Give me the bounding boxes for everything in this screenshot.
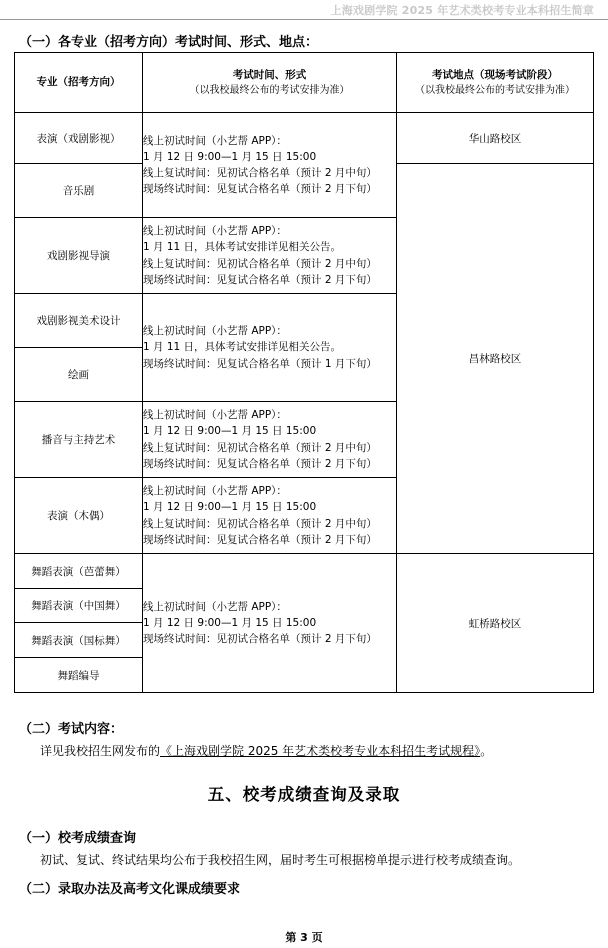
major-cell: 舞蹈表演（国标舞） [15,623,143,658]
table-row [15,554,594,589]
time-cell [143,478,397,554]
col-header-time [143,53,397,113]
time-cell [143,554,397,693]
time-cell [143,218,397,294]
exam-rules-link[interactable]: 《上海戏剧学院 2025 年艺术类校考专业本科招生考试规程》 [160,744,481,758]
time-line: 1 月 12 日 9:00—1 月 15 日 15:00 [143,616,317,629]
section5-2-title: （二）录取办法及高考文化课成绩要求 [19,882,241,897]
major-cell: 舞蹈编导 [15,658,143,693]
section5-1-text: 初试、复试、终试结果均公布于我校招生网，届时考生可根据榜单提示进行校考成绩查询。 [40,853,521,867]
major-cell: 表演（戏剧影视） [15,113,143,164]
time-line: 线上复试时间：见初试合格名单（预计 2 月中旬） [143,257,377,270]
time-line: 线上初试时间（小艺帮 APP）： [143,485,287,498]
time-line: 线上初试时间（小艺帮 APP）： [143,134,287,147]
place-cell: 虹桥路校区 [397,554,594,693]
col-header-place-label: 考试地点（现场考试阶段） [432,68,558,81]
major-cell: 舞蹈表演（中国舞） [15,589,143,623]
col-header-place-note: （以我校最终公布的考试安排为准） [415,84,575,96]
major-cell: 戏剧影视美术设计 [15,294,143,348]
major-cell: 舞蹈表演（芭蕾舞） [15,554,143,589]
document-header: 上海戏剧学院 2025 年艺术类校考专业本科招生简章 [330,4,594,17]
time-cell [143,402,397,478]
time-line: 现场终试时间：见复试合格名单（预计 2 月下旬） [143,273,377,286]
place-cell: 昌林路校区 [397,164,594,554]
time-line: 1 月 11 日，具体考试安排详见相关公告。 [143,241,342,254]
col-header-place [397,53,594,113]
major-cell: 音乐剧 [15,164,143,218]
major-cell: 播音与主持艺术 [15,402,143,478]
chapter5-title: 五、校考成绩查询及录取 [207,785,401,804]
time-line: 线上复试时间：见初试合格名单（预计 2 月中旬） [143,517,377,530]
major-cell: 绘画 [15,348,143,402]
section2-text-before: 详见我校招生网发布的 [40,744,161,758]
col-header-major: 专业（招考方向） [15,53,143,113]
section2-title: （二）考试内容： [19,722,124,737]
major-cell: 表演（木偶） [15,478,143,554]
time-line: 现场终试时间：见复试合格名单（预计 1 月下旬） [143,357,377,370]
page-number: 第 3 页 [285,931,323,944]
time-line: 线上初试时间（小艺帮 APP）： [143,600,287,613]
time-line: 现场终试时间：见初试合格名单（预计 2 月下旬） [143,633,377,646]
table-row [15,113,594,164]
time-line: 线上复试时间：见初试合格名单（预计 2 月中旬） [143,167,377,179]
col-header-time-label: 考试时间、形式 [232,68,307,81]
time-line: 现场终试时间：见复试合格名单（预计 2 月下旬） [143,183,377,196]
time-line: 1 月 12 日 9:00—1 月 15 日 15:00 [143,501,317,514]
time-line: 线上初试时间（小艺帮 APP）： [143,225,287,238]
exam-schedule-table [14,52,594,693]
major-cell: 戏剧影视导演 [15,218,143,294]
section2-text [40,742,492,759]
time-cell [143,294,397,402]
time-line: 1 月 12 日 9:00—1 月 15 日 15:00 [143,425,317,438]
header-divider [0,19,608,20]
section1-title: （一）各专业（招考方向）考试时间、形式、地点： [19,35,319,50]
time-line: 1 月 11 日，具体考试安排详见相关公告。 [143,341,342,354]
time-line: 线上初试时间（小艺帮 APP）： [143,409,287,422]
table-header-row [15,53,594,113]
time-line: 1 月 12 日 9:00—1 月 15 日 15:00 [143,150,317,163]
section2-text-after: 。 [480,744,493,758]
place-cell: 华山路校区 [397,113,594,164]
col-header-time-note: （以我校最终公布的考试安排为准） [189,84,350,96]
section5-1-title: （一）校考成绩查询 [19,831,137,846]
time-line: 线上初试时间（小艺帮 APP）： [143,325,287,338]
time-cell [143,113,397,218]
time-line: 现场终试时间：见复试合格名单（预计 2 月下旬） [143,457,377,470]
time-line: 现场终试时间：见复试合格名单（预计 2 月下旬） [143,533,377,546]
time-line: 线上复试时间：见初试合格名单（预计 2 月中旬） [143,441,377,454]
